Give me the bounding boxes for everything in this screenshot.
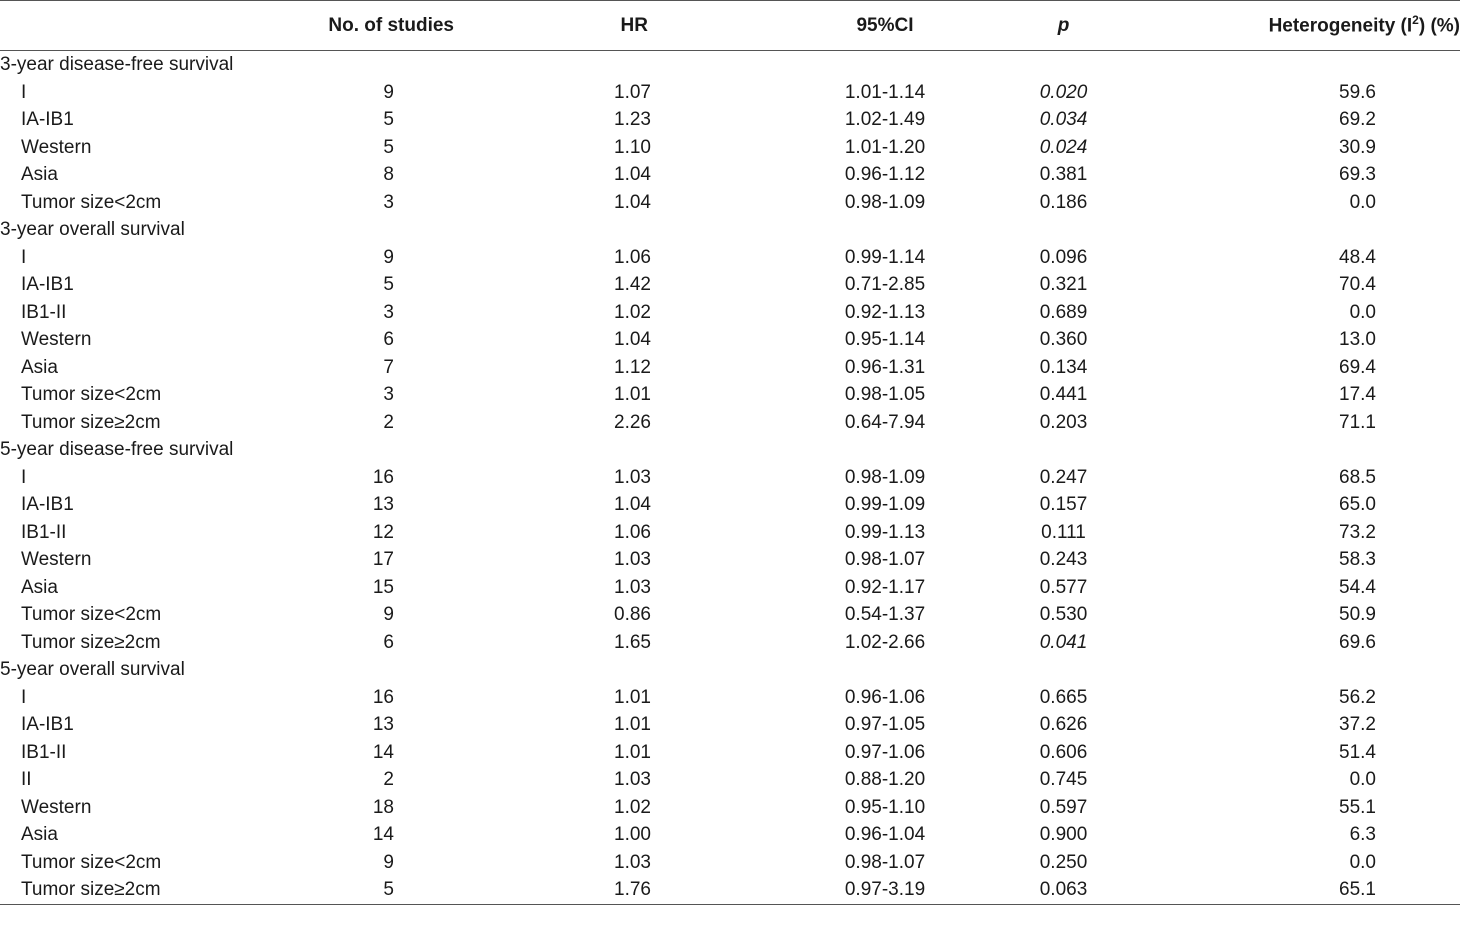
row-hr: 1.06	[614, 246, 651, 268]
row-p: 0.360	[1039, 329, 1088, 350]
table-row	[0, 876, 1460, 904]
row-studies: 9	[383, 246, 394, 268]
row-heterogeneity: 13.0	[1339, 329, 1376, 350]
row-heterogeneity: 65.1	[1142, 876, 1460, 904]
row-p: 0.665	[1039, 686, 1088, 708]
row-heterogeneity: 69.2	[1339, 109, 1376, 130]
row-ci: 0.88-1.20	[844, 769, 926, 790]
row-label: II	[21, 769, 32, 790]
row-ci: 0.96-1.04	[844, 824, 926, 845]
row-heterogeneity: 69.6	[1339, 631, 1376, 653]
row-heterogeneity: 65.0	[1339, 494, 1376, 515]
row-label: Tumor size<2cm	[21, 384, 162, 405]
row-studies: 7	[383, 356, 394, 378]
section-title: 3-year disease-free survival	[0, 54, 234, 75]
row-label: IA-IB1	[21, 274, 74, 295]
row-studies: 13	[372, 714, 394, 735]
table-row	[0, 464, 1460, 492]
row-p: 0.577	[1039, 576, 1088, 598]
row-hr: 1.23	[614, 109, 651, 130]
row-p: 0.900	[1039, 824, 1088, 845]
row-studies: 2	[383, 769, 394, 790]
row-ci: 0.64-7.94	[844, 411, 926, 433]
row-p: 0.134	[1039, 356, 1088, 378]
row-heterogeneity: 51.4	[1339, 741, 1376, 763]
row-p: 0.041	[1039, 631, 1088, 653]
table-row	[0, 79, 1460, 107]
header-label-cell	[0, 1, 300, 51]
row-hr: 0.86	[614, 604, 651, 625]
row-studies: 8	[383, 164, 394, 185]
row-heterogeneity: 6.3	[1349, 824, 1376, 845]
table-row	[0, 381, 1460, 409]
row-studies: 14	[372, 741, 394, 763]
header-ci: 95%CI	[785, 1, 985, 51]
row-studies: 12	[372, 521, 394, 543]
row-heterogeneity: 0.0	[1349, 301, 1376, 323]
row-p: 0.689	[1039, 301, 1088, 323]
section-title: 5-year overall survival	[0, 659, 185, 680]
section-header-row	[0, 216, 1460, 244]
row-label: IA-IB1	[21, 109, 74, 130]
row-p: 0.250	[1039, 851, 1088, 873]
row-hr: 1.03	[614, 769, 651, 790]
row-hr: 1.04	[614, 164, 651, 185]
row-heterogeneity: 59.6	[1339, 81, 1376, 103]
header-het-sup: 2	[1412, 13, 1419, 28]
row-p: 0.606	[1039, 741, 1088, 763]
row-label: Tumor size<2cm	[21, 851, 162, 873]
row-studies: 5	[300, 876, 478, 904]
row-ci: 0.95-1.14	[844, 329, 926, 350]
row-label: Western	[21, 329, 92, 350]
row-heterogeneity: 37.2	[1339, 714, 1376, 735]
row-studies: 18	[372, 796, 394, 818]
row-studies: 9	[383, 604, 394, 625]
row-studies: 5	[383, 109, 394, 130]
table-row	[0, 271, 1460, 299]
header-heterogeneity	[1142, 1, 1460, 51]
row-heterogeneity: 71.1	[1339, 411, 1376, 433]
row-heterogeneity: 0.0	[1349, 769, 1376, 790]
table-row	[0, 629, 1460, 657]
row-p: 0.626	[1039, 714, 1088, 735]
row-heterogeneity: 69.3	[1339, 164, 1376, 185]
row-hr: 1.01	[614, 686, 651, 708]
table-row	[0, 134, 1460, 162]
row-p: 0.247	[1039, 466, 1088, 488]
section-title: 3-year overall survival	[0, 219, 185, 240]
header-row	[0, 1, 1460, 51]
row-studies: 16	[372, 466, 394, 488]
row-ci: 1.02-1.49	[844, 109, 926, 130]
row-label: I	[21, 81, 27, 103]
row-p: 0.745	[1039, 769, 1088, 790]
row-heterogeneity: 48.4	[1339, 246, 1376, 268]
table-row	[0, 161, 1460, 189]
row-heterogeneity: 58.3	[1339, 549, 1376, 570]
row-heterogeneity: 56.2	[1339, 686, 1376, 708]
table-row	[0, 739, 1460, 767]
row-label: IB1-II	[21, 741, 67, 763]
row-studies: 15	[372, 576, 394, 598]
row-label: IA-IB1	[21, 714, 74, 735]
row-studies: 9	[383, 81, 394, 103]
table-row	[0, 601, 1460, 629]
header-p: p	[985, 1, 1142, 51]
row-ci: 0.97-3.19	[785, 876, 985, 904]
row-studies: 3	[383, 384, 394, 405]
row-label: Asia	[21, 576, 58, 598]
row-heterogeneity: 55.1	[1339, 796, 1376, 818]
table-row	[0, 106, 1460, 134]
row-label: IA-IB1	[21, 494, 74, 515]
row-heterogeneity: 0.0	[1349, 851, 1376, 873]
row-ci: 0.54-1.37	[844, 604, 926, 625]
row-label: Tumor size<2cm	[21, 191, 162, 213]
row-label: Tumor size≥2cm	[21, 411, 161, 433]
row-ci: 0.99-1.14	[844, 246, 926, 268]
row-heterogeneity: 68.5	[1339, 466, 1376, 488]
row-hr: 1.04	[614, 494, 651, 515]
row-studies: 9	[383, 851, 394, 873]
row-ci: 1.01-1.14	[844, 81, 926, 103]
row-ci: 0.92-1.17	[844, 576, 926, 598]
row-p: 0.020	[1039, 81, 1088, 103]
row-hr: 1.00	[614, 824, 651, 845]
row-ci: 0.98-1.09	[844, 466, 926, 488]
row-ci: 0.96-1.31	[844, 356, 926, 378]
row-hr: 1.02	[614, 301, 651, 323]
row-hr: 1.03	[614, 466, 651, 488]
row-label: Tumor size<2cm	[21, 604, 162, 625]
row-ci: 1.02-2.66	[844, 631, 926, 653]
row-label: IB1-II	[21, 521, 67, 543]
section-title: 5-year disease-free survival	[0, 439, 234, 460]
row-p: 0.034	[1039, 109, 1088, 130]
row-studies: 5	[383, 136, 394, 158]
row-hr: 1.10	[614, 136, 651, 158]
table-row	[0, 354, 1460, 382]
table-row	[0, 189, 1460, 217]
table-row	[0, 821, 1460, 849]
row-studies: 3	[383, 301, 394, 323]
section-header-row	[0, 656, 1460, 684]
row-hr: 1.03	[614, 576, 651, 598]
table-row	[0, 491, 1460, 519]
row-hr: 1.12	[614, 356, 651, 378]
row-ci: 0.95-1.10	[844, 796, 926, 818]
row-hr: 1.01	[614, 384, 651, 405]
row-ci: 0.71-2.85	[844, 274, 926, 295]
table-row	[0, 326, 1460, 354]
row-ci: 0.98-1.05	[844, 384, 926, 405]
row-p: 0.243	[1039, 549, 1088, 570]
row-label: Western	[21, 136, 92, 158]
row-p: 0.063	[985, 876, 1142, 904]
row-studies: 6	[383, 631, 394, 653]
row-label: Asia	[21, 824, 58, 845]
row-hr: 1.06	[614, 521, 651, 543]
row-p: 0.203	[1039, 411, 1088, 433]
table-row	[0, 849, 1460, 877]
row-label: Asia	[21, 356, 58, 378]
row-studies: 2	[383, 411, 394, 433]
row-ci: 0.99-1.09	[844, 494, 926, 515]
table-row	[0, 794, 1460, 822]
row-label: Asia	[21, 164, 58, 185]
row-ci: 0.99-1.13	[844, 521, 926, 543]
row-p: 0.597	[1039, 796, 1088, 818]
row-label: Western	[21, 796, 92, 818]
row-p: 0.530	[1039, 604, 1088, 625]
table-row	[0, 546, 1460, 574]
row-studies: 13	[372, 494, 394, 515]
row-hr: 1.03	[614, 851, 651, 873]
row-p: 0.441	[1039, 384, 1088, 405]
row-ci: 0.96-1.06	[844, 686, 926, 708]
row-studies: 5	[383, 274, 394, 295]
row-hr: 1.65	[614, 631, 651, 653]
row-hr: 1.04	[614, 329, 651, 350]
row-ci: 0.97-1.05	[844, 714, 926, 735]
row-ci: 0.98-1.07	[844, 549, 926, 570]
table-row	[0, 574, 1460, 602]
row-label: I	[21, 466, 27, 488]
row-hr: 1.76	[478, 876, 785, 904]
row-ci: 0.98-1.09	[844, 191, 926, 213]
row-label: IB1-II	[21, 301, 67, 323]
row-hr: 1.01	[614, 714, 651, 735]
row-p: 0.096	[1039, 246, 1088, 268]
row-p: 0.157	[1039, 494, 1088, 515]
table-row	[0, 766, 1460, 794]
table-row	[0, 711, 1460, 739]
row-heterogeneity: 69.4	[1339, 356, 1376, 378]
row-heterogeneity: 0.0	[1349, 191, 1376, 213]
row-ci: 0.97-1.06	[844, 741, 926, 763]
table-body	[0, 51, 1460, 905]
row-heterogeneity: 54.4	[1339, 576, 1376, 598]
row-label: Tumor size≥2cm	[21, 631, 161, 653]
section-header-row	[0, 51, 1460, 79]
row-ci: 0.98-1.07	[844, 851, 926, 873]
header-hr: HR	[478, 1, 785, 51]
row-studies: 17	[372, 549, 394, 570]
row-studies: 16	[372, 686, 394, 708]
row-heterogeneity: 70.4	[1339, 274, 1376, 295]
row-studies: 3	[383, 191, 394, 213]
row-hr: 1.01	[614, 741, 651, 763]
row-ci: 0.92-1.13	[844, 301, 926, 323]
row-label: I	[21, 686, 27, 708]
row-hr: 1.02	[614, 796, 651, 818]
row-heterogeneity: 73.2	[1339, 521, 1376, 543]
row-p: 0.321	[1039, 274, 1088, 295]
row-p: 0.186	[1039, 191, 1088, 213]
row-hr: 1.03	[614, 549, 651, 570]
table-row	[0, 299, 1460, 327]
table-row	[0, 519, 1460, 547]
row-ci: 0.96-1.12	[844, 164, 926, 185]
table-header	[0, 1, 1460, 51]
row-label: Western	[21, 549, 92, 570]
header-studies: No. of studies	[300, 1, 478, 51]
row-label: I	[21, 246, 27, 268]
row-hr: 1.42	[614, 274, 651, 295]
row-studies: 14	[372, 824, 394, 845]
section-header-row	[0, 436, 1460, 464]
table-row	[0, 684, 1460, 712]
row-studies: 6	[383, 329, 394, 350]
row-label: Tumor size≥2cm	[0, 876, 300, 904]
row-heterogeneity: 17.4	[1339, 384, 1376, 405]
row-heterogeneity: 50.9	[1339, 604, 1376, 625]
row-hr: 1.07	[614, 81, 651, 103]
table-row	[0, 244, 1460, 272]
row-p: 0.024	[1039, 136, 1088, 158]
header-het-suffix: ) (%)	[1418, 15, 1460, 37]
row-hr: 1.04	[614, 191, 651, 213]
row-hr: 2.26	[614, 411, 651, 433]
header-het-prefix: Heterogeneity (I	[1268, 15, 1413, 37]
row-p: 0.381	[1039, 164, 1088, 185]
table-row	[0, 409, 1460, 437]
row-ci: 1.01-1.20	[844, 136, 926, 158]
row-p: 0.111	[1041, 521, 1086, 543]
row-heterogeneity: 30.9	[1339, 136, 1376, 158]
